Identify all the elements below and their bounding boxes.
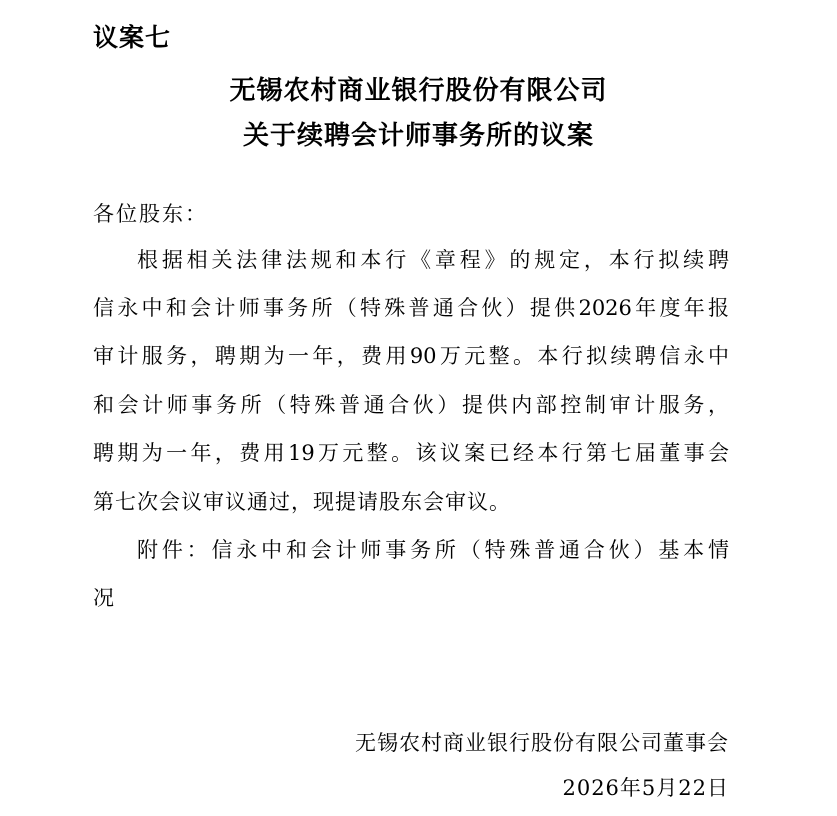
- body-line: 聘期为一年，费用19万元整。该议案已经本行第七届董事会: [93, 441, 729, 465]
- attachment-line: 附件：信永中和会计师事务所（特殊普通合伙）基本情: [137, 538, 729, 562]
- proposal-number: 议案七: [93, 23, 172, 52]
- salutation: 各位股东：: [93, 202, 208, 226]
- document-title-line-2: 关于续聘会计师事务所的议案: [242, 121, 594, 151]
- signature-org: 无锡农村商业银行股份有限公司董事会: [355, 731, 729, 755]
- body-line: 第七次会议审议通过，现提请股东会审议。: [93, 490, 511, 514]
- body-line: 审计服务，聘期为一年，费用90万元整。本行拟续聘信永中: [93, 344, 729, 368]
- body-line: 根据相关法律法规和本行《章程》的规定，本行拟续聘: [137, 248, 729, 272]
- document-title-line-1: 无锡农村商业银行股份有限公司: [229, 76, 608, 106]
- signature-date: 2026年5月22日: [562, 776, 729, 800]
- attachment-line: 况: [93, 586, 115, 610]
- body-line: 信永中和会计师事务所（特殊普通合伙）提供2026年度年报: [93, 296, 729, 320]
- body-line: 和会计师事务所（特殊普通合伙）提供内部控制审计服务，: [93, 393, 729, 417]
